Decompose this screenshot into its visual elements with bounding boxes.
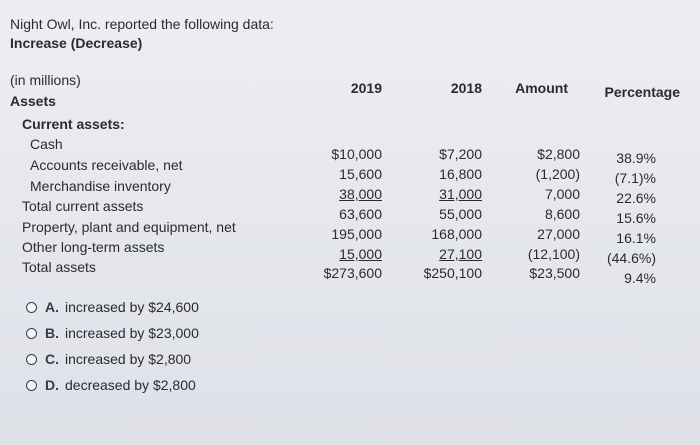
cell-2019-cash: $10,000 <box>331 146 382 162</box>
cell-amount-inventory: 7,000 <box>544 186 580 202</box>
choice-c[interactable] <box>26 346 199 372</box>
radio-button[interactable] <box>26 302 37 313</box>
row-label-ppe: Property, plant and equipment, net <box>22 219 236 235</box>
cell-2018-ar: 16,800 <box>439 166 482 182</box>
col-header-2019: 2019 <box>350 80 382 96</box>
cell-pct-ar: (7.1)% <box>614 170 656 186</box>
cell-amount-other-lt: (12,100) <box>527 246 580 262</box>
cell-pct-inventory: 22.6% <box>616 190 656 206</box>
row-label-inventory: Merchandise inventory <box>30 178 171 194</box>
cell-amount-ppe: 27,000 <box>537 226 580 242</box>
cell-pct-total-assets: 9.4% <box>624 270 656 286</box>
cell-2018-cash: $7,200 <box>439 146 482 162</box>
cell-pct-other-lt: (44.6%) <box>606 250 656 266</box>
cell-amount-total-current: 8,600 <box>544 206 580 222</box>
choice-d[interactable] <box>26 372 199 398</box>
cell-2018-other-lt: 27,100 <box>439 246 482 262</box>
col-header-amount: Amount <box>515 80 568 96</box>
cell-pct-total-current: 15.6% <box>616 210 656 226</box>
choice-b[interactable] <box>26 320 199 346</box>
cell-2018-total-current: 55,000 <box>439 206 482 222</box>
answer-choices <box>26 294 199 398</box>
row-label-ar: Accounts receivable, net <box>30 157 183 173</box>
row-label-total-current: Total current assets <box>22 198 144 214</box>
choice-text: increased by $2,800 <box>65 351 192 367</box>
cell-2019-ppe: 195,000 <box>331 226 382 242</box>
assets-heading: Assets <box>10 93 56 109</box>
cell-2019-total-assets: $273,600 <box>323 265 382 281</box>
cell-2018-ppe: 168,000 <box>431 226 482 242</box>
current-assets-heading: Current assets: <box>22 116 125 132</box>
choice-letter: B. <box>45 325 59 341</box>
col-header-2018: 2018 <box>450 80 482 96</box>
choice-text: increased by $23,000 <box>65 325 199 341</box>
choice-letter: C. <box>45 351 59 367</box>
cell-2018-total-assets: $250,100 <box>423 265 482 281</box>
row-label-total-assets: Total assets <box>22 259 96 275</box>
radio-button[interactable] <box>26 354 37 365</box>
cell-2019-other-lt: 15,000 <box>339 246 382 262</box>
units-label: (in millions) <box>10 72 81 88</box>
cell-pct-cash: 38.9% <box>616 150 656 166</box>
increase-decrease-heading: Increase (Decrease) <box>10 35 143 51</box>
cell-amount-total-assets: $23,500 <box>529 265 580 281</box>
cell-2018-inventory: 31,000 <box>439 186 482 202</box>
choice-text: increased by $24,600 <box>65 299 199 315</box>
cell-2019-ar: 15,600 <box>339 166 382 182</box>
row-label-cash: Cash <box>30 136 63 152</box>
question-text: Night Owl, Inc. reported the following data: <box>10 16 274 32</box>
radio-button[interactable] <box>26 328 37 339</box>
row-label-other-lt: Other long-term assets <box>22 239 165 255</box>
col-header-percentage: Percentage <box>604 84 680 100</box>
cell-pct-ppe: 16.1% <box>616 230 656 246</box>
choice-a[interactable] <box>26 294 199 320</box>
radio-button[interactable] <box>26 380 37 391</box>
choice-letter: A. <box>45 299 59 315</box>
cell-2019-total-current: 63,600 <box>339 206 382 222</box>
choice-text: decreased by $2,800 <box>65 377 196 393</box>
cell-2019-inventory: 38,000 <box>339 186 382 202</box>
cell-amount-ar: (1,200) <box>535 166 580 182</box>
cell-amount-cash: $2,800 <box>537 146 580 162</box>
choice-letter: D. <box>45 377 59 393</box>
